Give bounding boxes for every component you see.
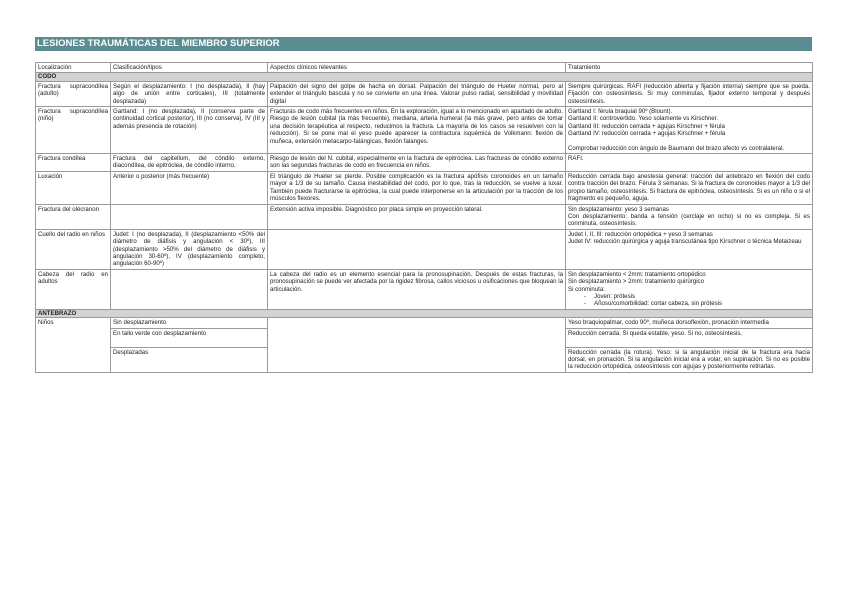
cell-tratamiento: Reducción cerrada (la rotura). Yeso: si la angulación inicial de la fractura era hacia dorsal, en pronación. Si la angulación inicial era a volar, en supinación. Si no es posible la reducción ortopédica, osteosíntesis con agujas y posteriormente retirarlas. — [566, 347, 813, 372]
cell-clasificacion: Gartland: I (no desplazada), II (conserva parte de continuidad cortical posterior), III (no conserva), IV (III y además presencia de rotación) — [111, 107, 268, 154]
cell-localizacion: Fractura condílea — [36, 154, 111, 172]
section-label-antebrazo: ANTEBRAZO — [36, 309, 813, 317]
table-row — [36, 229, 813, 269]
cell-aspectos — [268, 229, 566, 269]
treatment-line: Si conminuta: — [568, 285, 605, 293]
cell-localizacion: Fractura del olécranon — [36, 204, 111, 229]
cell-aspectos: Riesgo de lesión del N. cubital, especialmente en la fractura de epitróclea. Las fracturas de cóndilo externo son las segundas fracturas de codo en frecuencia en niños. — [268, 154, 566, 172]
header-aspectos: Aspectos clínicos relevantes — [268, 63, 566, 73]
treatment-line: Sin desplazamiento: yeso 3 semanas — [568, 205, 669, 213]
treatment-line: Gartland II: controvertido. Yeso solamente vs Kirschner. — [568, 115, 719, 123]
cell-clasificacion — [111, 204, 268, 229]
cell-aspectos: Palpación del signo del golpe de hacha en dorsal. Palpación del triángulo de Hueter normal, pero al extender el triángulo bascula y no se convierte en una línea. Valorar pulso radial, sensibilidad y movilidad digital — [268, 81, 566, 106]
cell-clasificacion: Anterior o posterior (más frecuente) — [111, 171, 268, 204]
table-row — [36, 154, 813, 172]
treatment-line: Comprobar reducción con ángulo de Baumann del brazo afecto vs contralateral. — [568, 144, 785, 152]
cell-tratamiento: Reducción cerrada bajo anestesia general: tracción del antebrazo en flexión del codo contra tracción del brazo. Férula 3 semanas. Si la fractura de coronoides mayor a 1/3 del propio tamaño, osteosíntesis. Si fractura de epitróclea, osteosíntesis. Si es un niño o si el fragmento es pequeño, aguja. — [566, 171, 813, 204]
treatment-line: Sin desplazamiento > 2mm: tratamiento quirúrgico — [568, 278, 704, 286]
cell-clasificacion: Sin desplazamiento — [111, 318, 268, 328]
cell-tratamiento: RAFI. — [566, 154, 813, 172]
treatment-line: Sin desplazamiento < 2mm: tratamiento ortopédico — [568, 270, 706, 278]
cell-clasificacion — [111, 269, 268, 309]
cell-localizacion: Luxación — [36, 171, 111, 204]
treatment-line: Gartland IV: reducción cerrada + agujas Kirschner + férula — [568, 130, 726, 138]
treatment-line: Gartland I: férula braquial 90º (Blount). — [568, 108, 673, 116]
header-clasificacion: Clasificación/tipos — [111, 63, 268, 73]
cell-localizacion: Fractura supracondílea (niño) — [36, 107, 111, 154]
table-row — [36, 171, 813, 204]
header-localizacion: Localización — [36, 63, 111, 73]
cell-tratamiento: Siempre quirúrgicas. RAFI (reducción abierta y fijación interna) siempre que se pueda. Fijación con osteosíntesis. Si muy conminutas, fijador externo temporal y después osteosíntesis. — [566, 81, 813, 106]
cell-clasificacion: Judet: I (no desplazada), II (desplazamiento <50% del diámetro de diáfisis y angulación < 30º), III (desplazamiento >50% del diámetro de diáfisis y angulación 30-60º), IV (desplazamiento completo, angulación 60-90º) — [111, 229, 268, 269]
table-row — [36, 81, 813, 106]
section-row-antebrazo — [36, 309, 813, 317]
treatment-line: Judet I, II, III: reducción ortopédica + yeso 3 semanas — [568, 230, 713, 238]
header-tratamiento: Tratamiento — [566, 63, 813, 73]
treatment-line: Gartland III: reducción cerrada + agujas Kirschner + férula — [568, 122, 725, 130]
cell-aspectos: El triángulo de Hueter se pierde. Posible complicación es la fractura apófisis coronoides en un tamaño mayor a 1/3 de su tamaño. Causa inestabilidad del codo, por lo que, tras la reducción, se vuelve a luxar. También puede fracturarse la epitróclea, la cual puede interponerse en la articulación por la tracción de los músculos flexores. — [268, 171, 566, 204]
cell-tratamiento — [566, 107, 813, 154]
treatment-subitem: - Añoso/comorbilidad: cortar cabeza, sin prótesis — [596, 300, 810, 307]
header-row — [36, 63, 813, 73]
cell-localizacion: Niños — [36, 318, 111, 373]
treatment-line: Con desplazamiento: banda a tensión (cerclaje en ocho) si no es compleja. Si es conminuta, osteosíntesis. — [568, 212, 810, 228]
cell-localizacion: Fractura supracondílea (adulto) — [36, 81, 111, 106]
cell-aspectos: Extensión activa imposible. Diagnóstico por placa simple en proyección lateral. — [268, 204, 566, 229]
treatment-line: Judet IV: reducción quirúrgica y aguja transcutánea tipo Kirschner o técnica Metaizeau — [568, 238, 802, 246]
lesions-table — [35, 62, 813, 373]
table-row — [36, 269, 813, 309]
table-row — [36, 318, 813, 328]
cell-tratamiento: Reducción cerrada. Si queda estable, yeso. Si no, osteosíntesis. — [566, 328, 813, 347]
cell-clasificacion: Fractura del capitellum, del cóndilo externo, diacondílea, de epitróclea, de cóndilo interno. — [111, 154, 268, 172]
document-title: LESIONES TRAUMÁTICAS DEL MIEMBRO SUPERIOR — [35, 37, 812, 51]
cell-clasificacion: En tallo verde con desplazamiento — [111, 328, 268, 347]
treatment-sublist — [568, 293, 810, 308]
cell-tratamiento: Yeso braquiopalmar, codo 90º, muñeca dorsoflexión, pronación intermedia — [566, 318, 813, 328]
table-row — [36, 107, 813, 154]
cell-aspectos — [268, 318, 566, 373]
cell-clasificacion: Desplazadas — [111, 347, 268, 372]
cell-tratamiento — [566, 229, 813, 269]
cell-tratamiento — [566, 269, 813, 309]
cell-localizacion: Cabeza del radio en adultos — [36, 269, 111, 309]
cell-clasificacion: Según el desplazamiento: I (no desplazada), II (hay algo de unión entre corticales), III (totalmente desplazada) — [111, 81, 268, 106]
cell-tratamiento — [566, 204, 813, 229]
treatment-subitem: - Joven: prótesis — [596, 293, 810, 300]
section-label-codo: CODO — [36, 73, 813, 81]
cell-aspectos: Fracturas de codo más frecuentes en niños. En la exploración, igual a lo mencionado en apartado de adulto. Riesgo de lesión cubital (la más frecuente), mediana, arteria humeral (la más grave, pero antes de tomar una decisión terapéutica al respecto, reducimos la fractura. La mayoría de los casos se resuelven con la reducción). Si se pone mal el yeso puede aparecer la contractura isquémica de Volkmann: flexión de muñeca, extensión metacarpo-falángicas, flexión falanges. — [268, 107, 566, 154]
cell-localizacion: Cuello del radio en niños — [36, 229, 111, 269]
table-row — [36, 204, 813, 229]
section-row-codo — [36, 73, 813, 81]
cell-aspectos: La cabeza del radio es un elemento esencial para la pronosupinación. Después de estas fracturas, la pronosupinación se puede ver afectada por la rigidez fibrosa, callos viciosos u osificaciones que bloquean la articulación. — [268, 269, 566, 309]
spacer — [568, 138, 810, 145]
